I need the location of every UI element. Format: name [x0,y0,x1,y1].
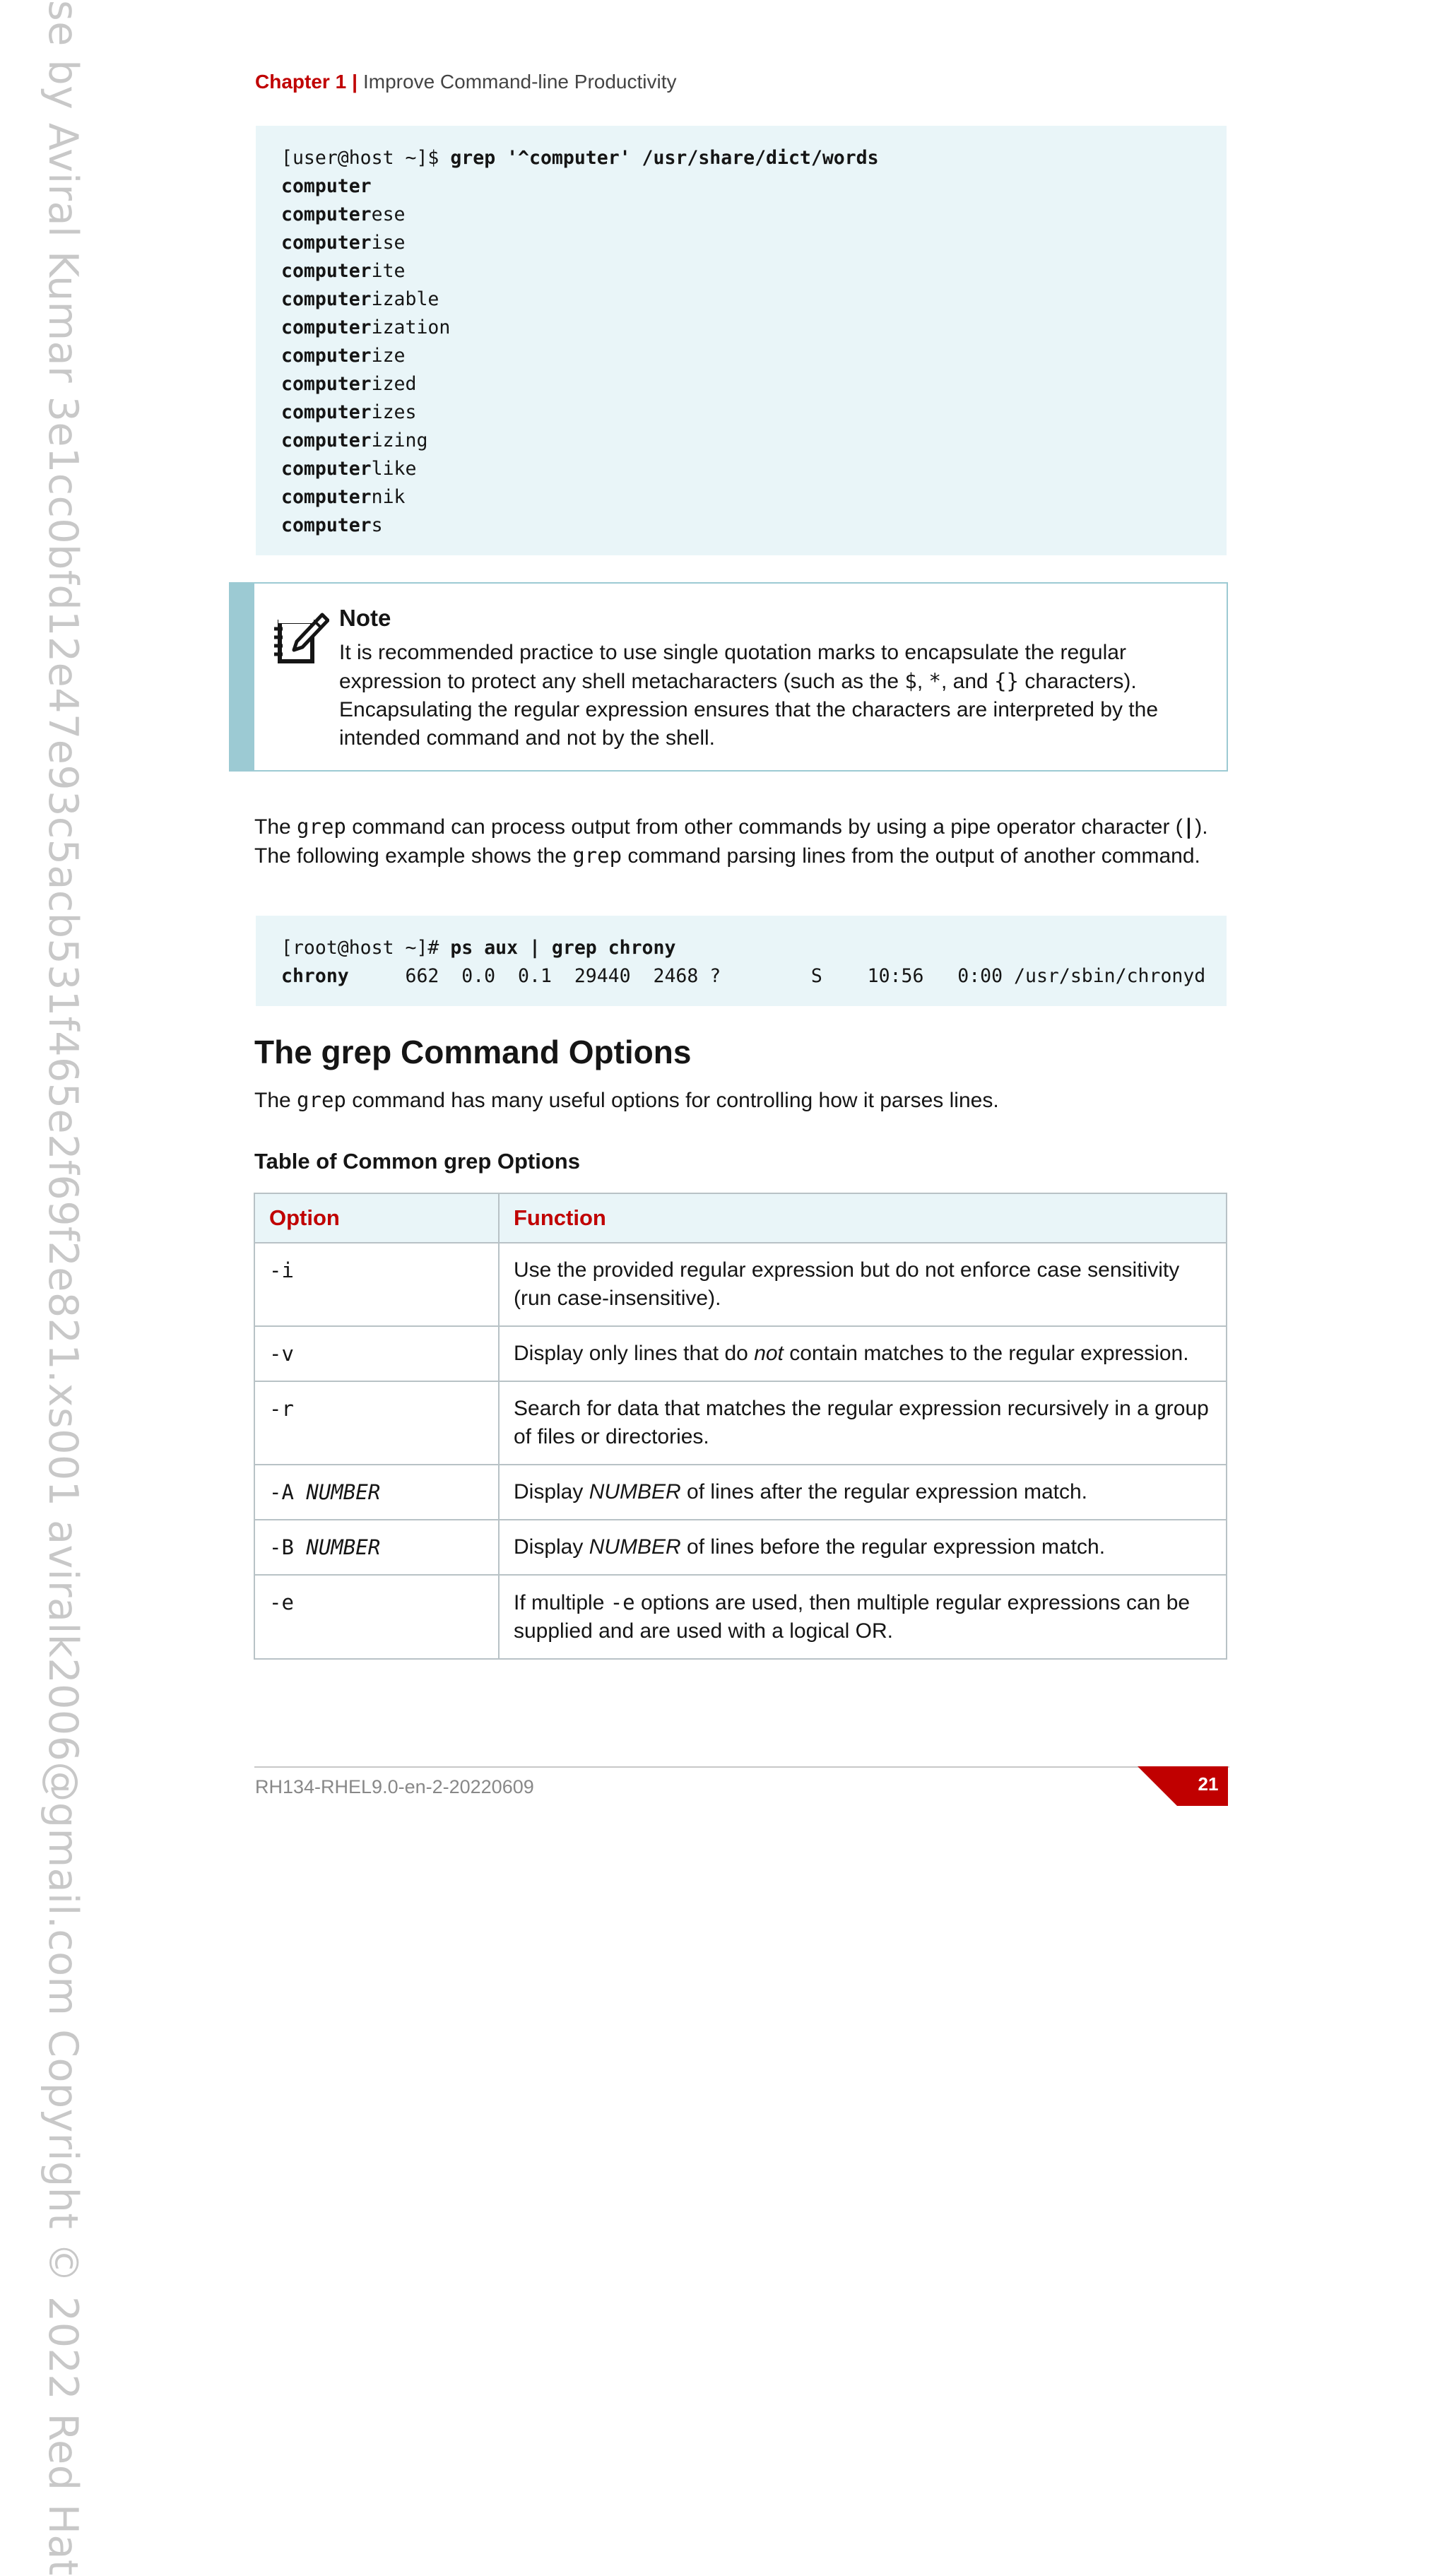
option-cell [254,1520,499,1575]
function-emphasis: NUMBER [589,1480,681,1503]
output-line [281,427,1227,455]
output-line [281,314,1227,342]
function-cell: Search for data that matches the regular expression recursively in a group of files or directories. [499,1381,1227,1465]
notepad-pencil-icon [273,612,329,668]
option-argument: NUMBER [306,1535,381,1559]
para-text: The [254,815,297,839]
output-match: computer [281,203,372,225]
function-cell [499,1575,1227,1659]
output-line [281,257,1227,285]
ps-grep-code-block [256,916,1227,1006]
output-line [281,370,1227,398]
table-row [254,1520,1227,1575]
option-cell: -e [254,1575,499,1659]
output-line [281,512,1227,540]
output-line [281,455,1227,483]
para-text: command can process output from other commands by using a pipe operator character ( [345,815,1183,839]
para-text: command parsing lines from the output of another command. [622,844,1200,868]
note-symbol-star: * [928,669,941,693]
copyright-watermark: se by Aviral Kumar 3e1cc0bfd12e47e93c5acb531f465e2f69f2e821.xs001 aviralk2006@gmail.com Copyright © 2022 Red Hat [40,0,86,2576]
output-line [281,172,1227,201]
output-suffix: ized [371,373,417,395]
option-argument: NUMBER [306,1480,381,1504]
output-suffix: izable [371,288,439,310]
function-cell: Use the provided regular expression but do not enforce case sensitivity (run case-insensitive). [499,1243,1227,1326]
grep-words-code-block [256,126,1227,555]
code-command: grep '^computer' /usr/share/dict/words [450,147,879,169]
output-line [281,285,1227,314]
output-suffix: ise [371,232,406,254]
function-cell [499,1326,1227,1381]
pipe-paragraph [254,813,1229,870]
note-symbol-braces: {} [994,669,1019,693]
output-suffix: s [371,514,383,536]
function-text: options are used, then multiple regular expressions can be supplied and are used with a logical OR. [514,1591,1191,1643]
option-cell [254,1465,499,1520]
output-suffix: izing [371,430,428,451]
note-text: , [916,670,929,693]
chapter-header [255,71,677,93]
function-text: Display [514,1535,589,1559]
table-caption: Table of Common grep Options [254,1149,580,1174]
function-text: Display [514,1480,589,1503]
table-header-row [254,1193,1227,1243]
function-text: If multiple [514,1591,610,1614]
output-match: computer [281,260,372,282]
function-emphasis: not [754,1342,784,1365]
note-text: It is recommended practice to use single quotation marks to encapsulate the regular expression to protect any shell metacharacters (such as the [339,641,1126,693]
output-match: computer [281,232,372,254]
para-text: ). The following example shows the [254,815,1208,868]
code-command-line [281,144,1227,172]
table-row [254,1326,1227,1381]
note-admonition [229,582,1228,772]
output-match: computer [281,458,372,480]
output-match: computer [281,373,372,395]
page-number: 21 [1198,1773,1219,1795]
note-text: characters). Encapsulating the regular expression ensures that the characters are interpreted by the intended command and not by the shell. [339,670,1159,750]
inline-code-grep: grep [297,815,346,839]
output-suffix: ese [371,203,406,225]
footer-divider [254,1766,1229,1768]
table-row [254,1575,1227,1659]
output-line [281,201,1227,229]
output-suffix: like [371,458,417,480]
output-match: computer [281,430,372,451]
output-line [281,229,1227,257]
code-command-line [281,934,1227,962]
output-rest: 662 0.0 0.1 29440 2468 ? S 10:56 0:00 /usr/sbin/chronyd [348,965,1206,987]
option-cell: -i [254,1243,499,1326]
note-symbol-dollar: $ [904,669,917,693]
output-suffix: ite [371,260,406,282]
output-match: computer [281,514,372,536]
chapter-number: Chapter 1 [255,71,347,93]
output-suffix: nik [371,486,406,508]
function-text: of lines after the regular expression match. [680,1480,1088,1503]
output-line [281,342,1227,370]
grep-options-table [254,1193,1227,1660]
para-text: command has many useful options for controlling how it parses lines. [345,1089,999,1112]
output-suffix: ization [371,317,451,338]
output-match: computer [281,317,372,338]
output-match: computer [281,288,372,310]
output-suffix: ize [371,345,406,367]
inline-code-grep: grep [297,1088,346,1112]
output-line [281,398,1227,427]
note-title: Note [339,605,391,631]
option-cell: -r [254,1381,499,1465]
note-body [339,639,1201,752]
output-match: computer [281,175,372,197]
column-header-option: Option [254,1193,499,1243]
footer-document-code: RH134-RHEL9.0-en-2-20220609 [255,1776,534,1797]
function-cell [499,1520,1227,1575]
function-text: contain matches to the regular expression. [783,1342,1189,1365]
output-match: computer [281,401,372,423]
output-match: computer [281,345,372,367]
chapter-title: Improve Command-line Productivity [363,71,677,93]
header-separator: | [352,71,358,93]
option-flag: -B [269,1535,307,1559]
output-line [281,483,1227,512]
function-cell [499,1465,1227,1520]
output-line [281,962,1227,991]
table-row [254,1243,1227,1326]
inline-code-pipe: | [1182,815,1195,839]
table-row [254,1465,1227,1520]
inline-code-grep: grep [572,844,622,868]
section-heading: The grep Command Options [254,1034,692,1070]
output-suffix: izes [371,401,417,423]
table-row [254,1381,1227,1465]
option-flag: -A [269,1480,307,1504]
code-prompt: [user@host ~]$ [281,147,451,169]
para-text: The [254,1089,297,1112]
code-command: ps aux | grep chrony [450,937,676,959]
column-header-function: Function [499,1193,1227,1243]
options-intro-paragraph [254,1086,1229,1115]
output-match: chrony [281,965,349,987]
option-cell: -v [254,1326,499,1381]
note-accent-bar [230,584,254,770]
function-inline-code: -e [610,1590,635,1614]
output-match: computer [281,486,372,508]
function-text: of lines before the regular expression match. [680,1535,1106,1559]
function-text: Display only lines that do [514,1342,755,1365]
code-prompt: [root@host ~]# [281,937,451,959]
note-text: , and [941,670,995,693]
function-emphasis: NUMBER [589,1535,681,1559]
